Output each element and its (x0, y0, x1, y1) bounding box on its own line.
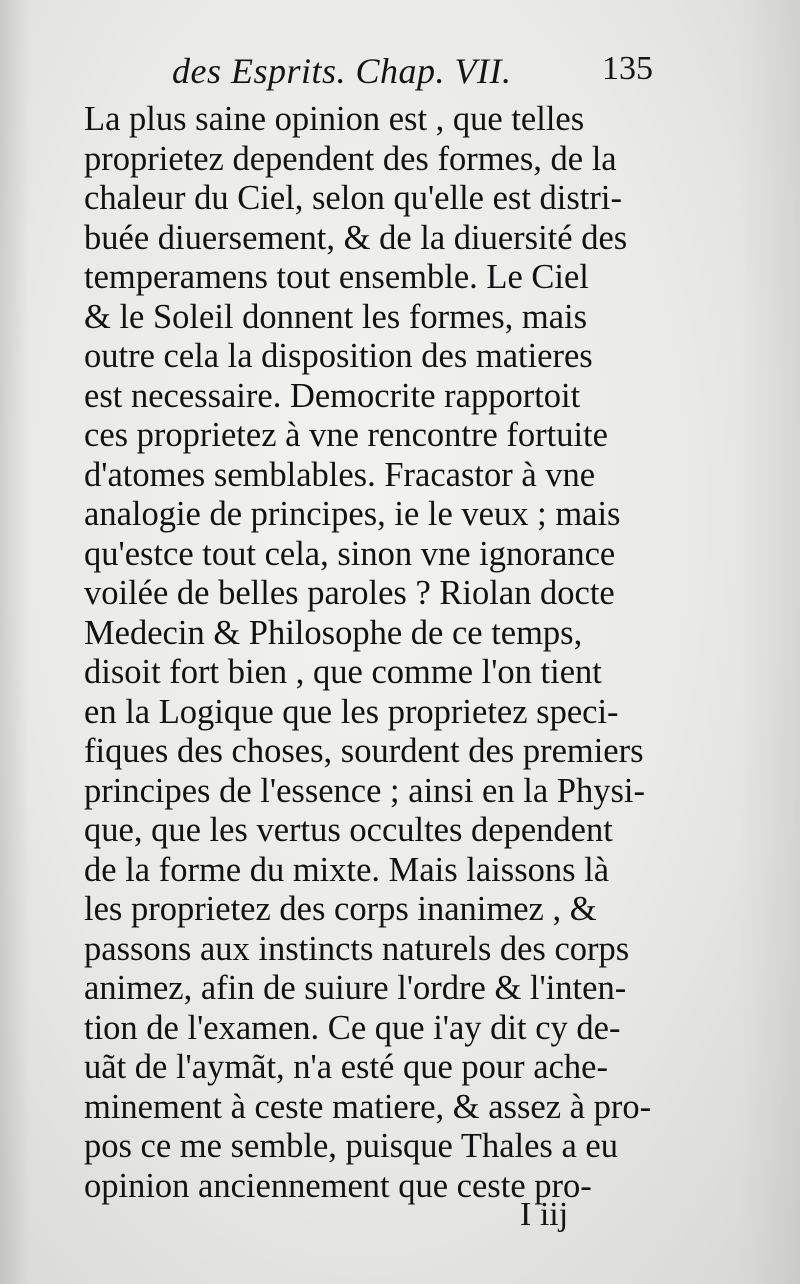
text-line: animez, afin de suiure l'ordre & l'inten- (84, 969, 627, 1007)
running-header (172, 50, 653, 104)
text-line: de la forme du mixte. Mais laissons là (84, 850, 610, 889)
page-number: 135 (602, 50, 653, 87)
text-line: chaleur du Ciel, selon qu'elle est distri- (84, 179, 622, 217)
text-line: Medecin & Philosophe de ce temps, (84, 613, 583, 652)
running-title: des Esprits. Chap. VII. (172, 51, 512, 91)
text-line: proprietez dependent des formes, de la (84, 139, 617, 178)
body-text (84, 100, 684, 1206)
text-line: les proprietez des corps inanimez , & (84, 890, 597, 928)
text-line: d'atomes semblables. Fracastor à vne (84, 455, 596, 494)
text-line: fiques des choses, sourdent des premiers (84, 732, 644, 770)
gutter-shadow (0, 0, 30, 1284)
text-line: opinion anciennement que ceste pro- (84, 1166, 592, 1205)
text-line: pos ce me semble, puisque Thales a eu (84, 1127, 618, 1165)
text-line: disoit fort bien , que comme l'on tient (84, 653, 602, 691)
text-line: passons aux instincts naturels des corps (84, 929, 630, 968)
text-line: est necessaire. Democrite rapportoit (84, 376, 581, 415)
page-edge-shadow (740, 0, 800, 1284)
text-line: analogie de principes, ie le veux ; mais (84, 495, 621, 533)
text-line: que, que les vertus occultes dependent (84, 811, 613, 849)
text-line: principes de l'essence ; ainsi en la Physi- (84, 771, 645, 810)
text-line: La plus saine opinion est , que telles (84, 100, 585, 138)
text-line: tion de l'examen. Ce que i'ay dit cy de- (84, 1008, 621, 1047)
text-line: & le Soleil donnent les formes, mais (84, 297, 588, 336)
text-line: qu'estce tout cela, sinon vne ignorance (84, 534, 616, 573)
text-line: ces proprietez à vne rencontre fortuite (84, 416, 608, 454)
text-line: temperamens tout ensemble. Le Ciel (84, 258, 589, 296)
text-line: en la Logique que les proprietez speci- (84, 692, 619, 731)
text-line: voilée de belles paroles ? Riolan docte (84, 574, 615, 612)
text-line: minement à ceste matiere, & assez à pro- (84, 1087, 652, 1126)
text-line: buée diuersement, & de la diuersité des (84, 218, 628, 257)
signature-mark: I iij (520, 1196, 569, 1233)
text-line: outre cela la disposition des matieres (84, 337, 593, 375)
text-line: uãt de l'aymãt, n'a esté que pour ache- (84, 1048, 608, 1086)
